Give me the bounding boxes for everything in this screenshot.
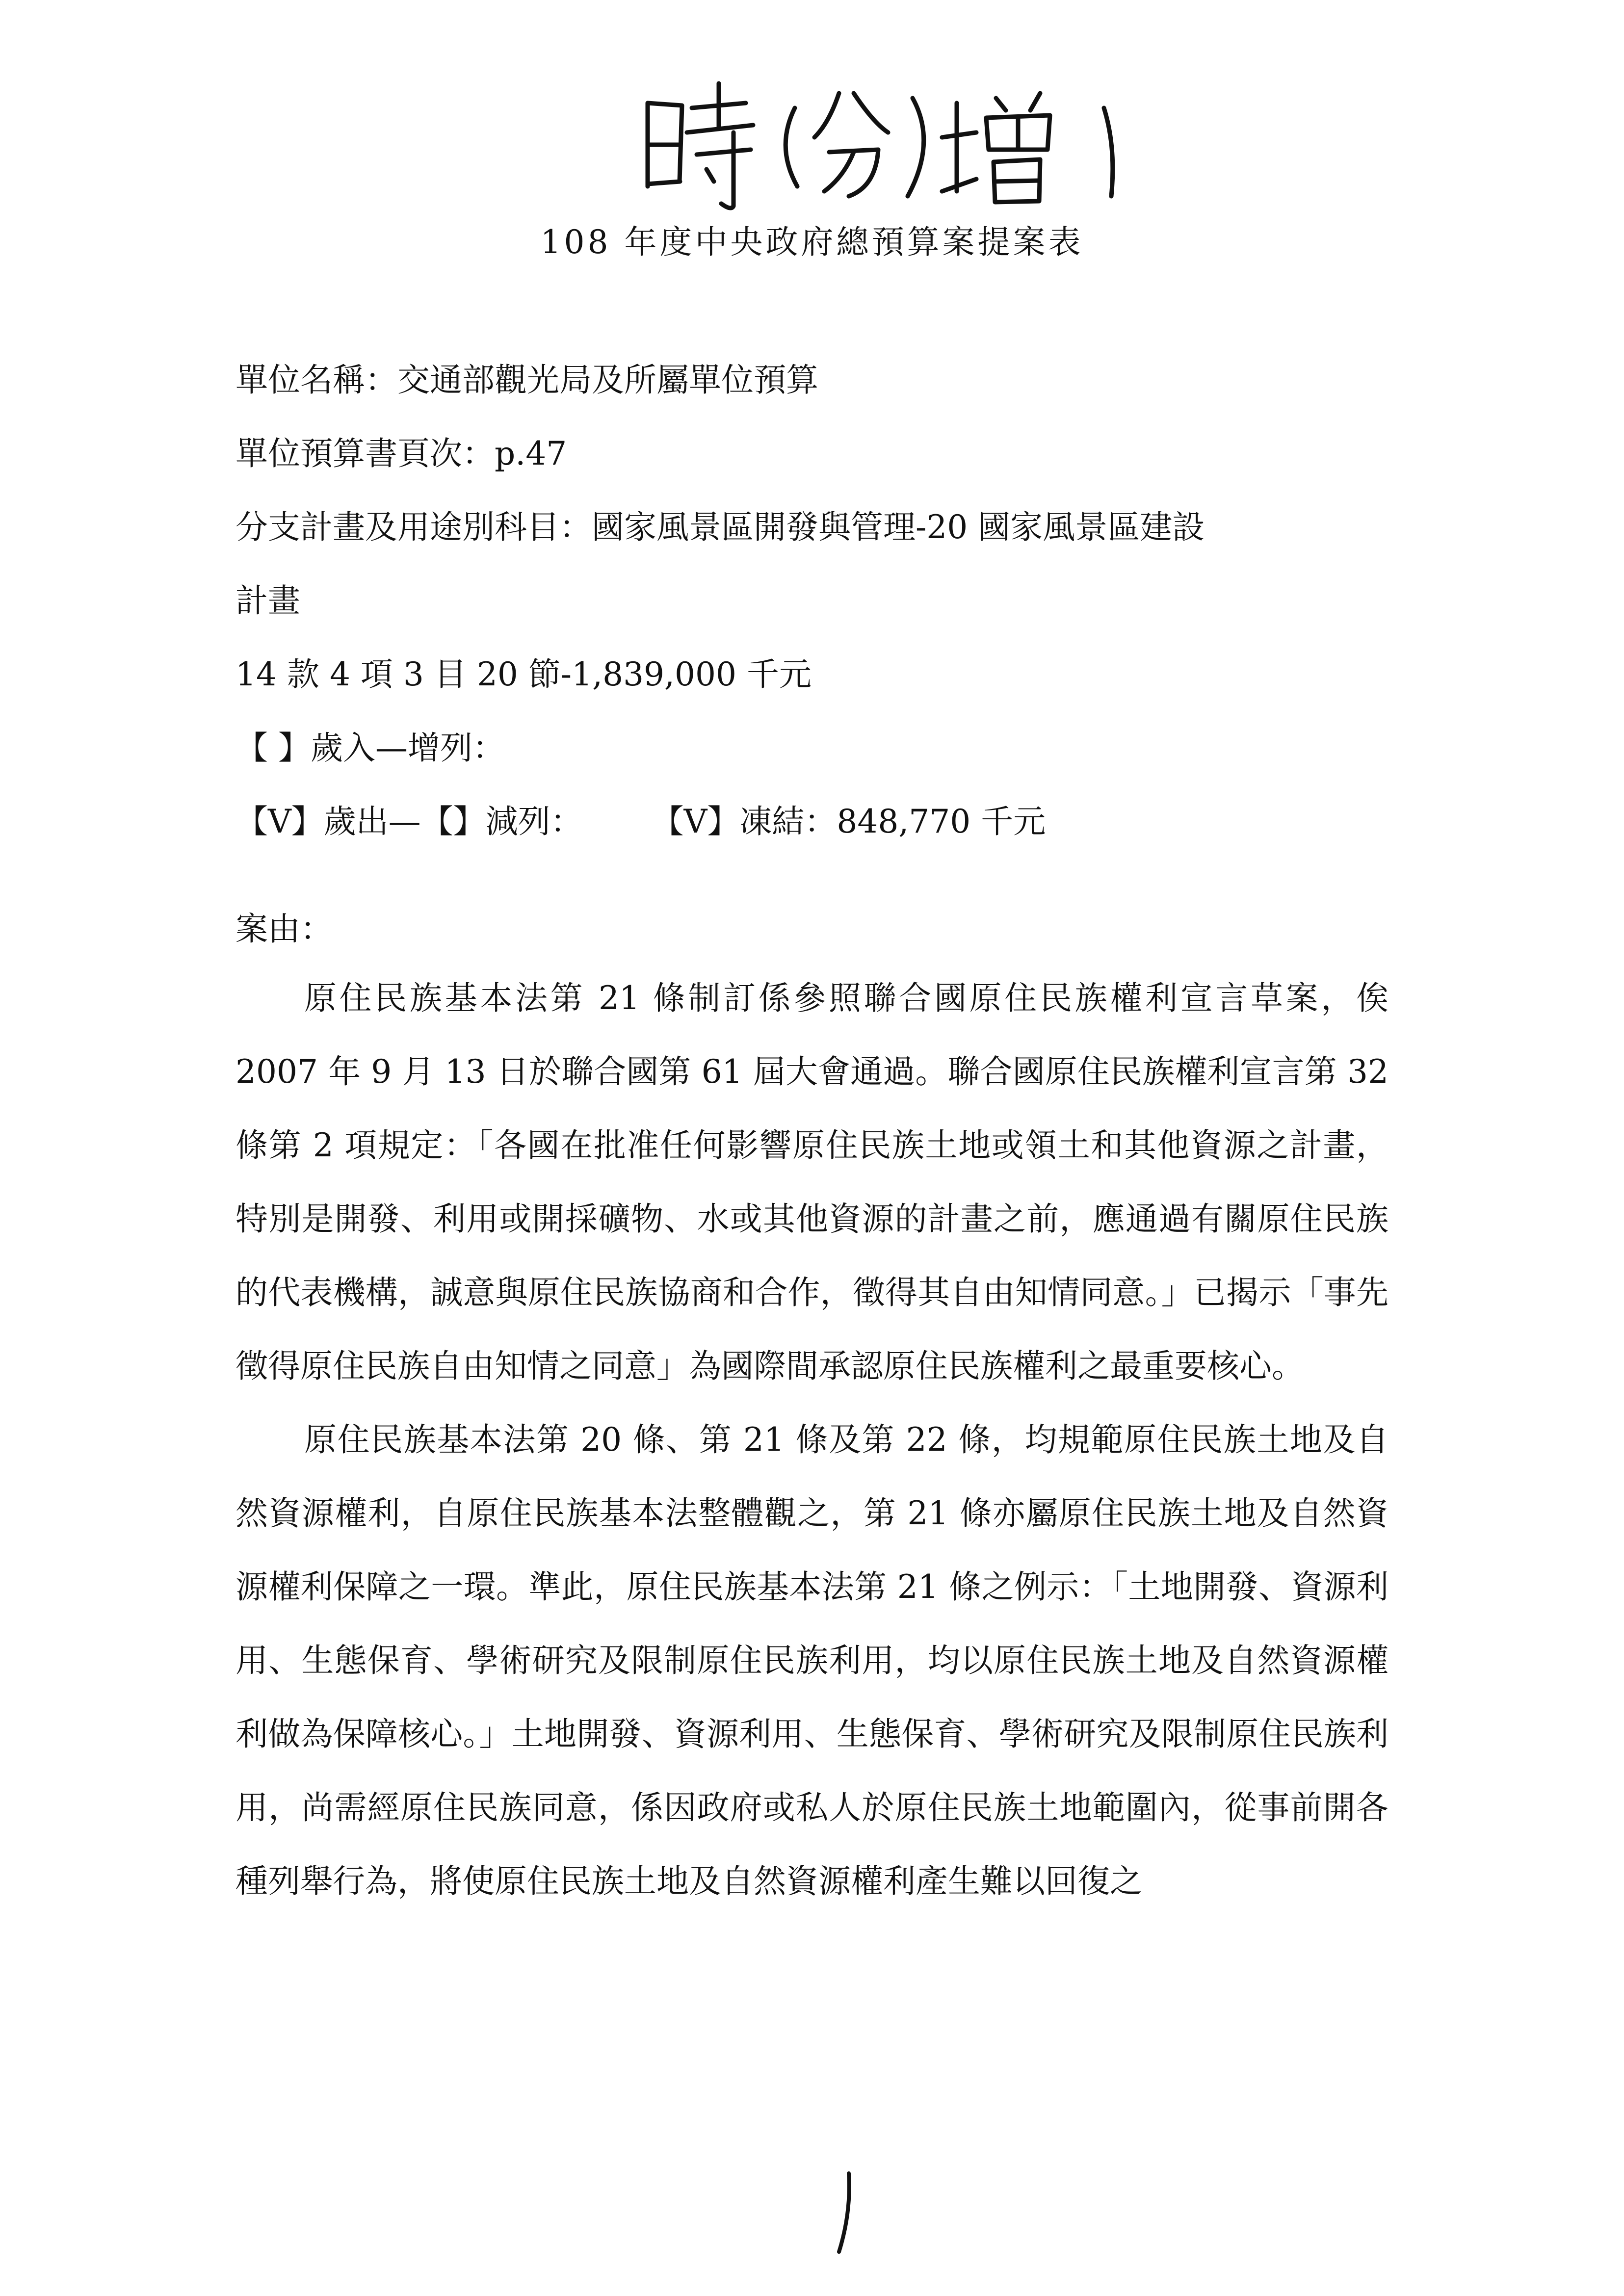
expense-freeze-line — [236, 785, 1403, 859]
unit-name: 單位名稱：交通部觀光局及所屬單位預算 — [236, 361, 818, 399]
plan-subject-line-1: 分支計畫及用途別科目：國家風景區開發與管理-20 國家風景區建設 — [236, 508, 1205, 546]
proposal-meta — [236, 343, 1403, 859]
paragraph: 原住民族基本法第 20 條、第 21 條及第 22 條，均規範原住民族土地及自然資源權利，自原住民族基本法整體觀之，第 21 條亦屬原住民族土地及自然資源權利保障之一環。準此，原住民族基本法第 21 條之例示：「土地開發、資源利用、生態保育、學術研究及限制原住民族利用，均以原住民族土地及自然資源權利做為保障核心。」土地開發、資源利用、生態保育、學術研究及限制原住民族利用，尚需經原住民族同意，係因政府或私人於原住民族土地範圍內，從事前開各種列舉行為，將使原住民族土地及自然資源權利產生難以回復之 — [236, 1421, 1388, 1900]
budget-item: 14 款 4 項 3 目 20 節-1,839,000 千元 — [236, 655, 812, 693]
freeze-amount: 【V】凍結：848,770 千元 — [651, 803, 1046, 840]
handwritten-page-mark — [824, 2168, 864, 2257]
revenue-line: 【 】歲入—增列： — [236, 729, 505, 767]
page-reference: 單位預算書頁次：p.47 — [236, 435, 567, 472]
handwritten-annotation — [633, 64, 1148, 211]
plan-subject-line-2: 計畫 — [236, 582, 300, 620]
paragraph: 原住民族基本法第 21 條制訂係參照聯合國原住民族權利宣言草案，俟 2007 年 9 月 13 日於聯合國第 61 屆大會通過。聯合國原住民族權利宣言第 32 條第 2 項規定：「各國在批准任何影響原住民族土地或領土和其他資源之計畫，特別是開發、利用或開採礦物、水或其他資源的計畫之前，應通過有關原住民族的代表機構，誠意與原住民族協商和合作，徵得其自由知情同意。」已揭示「事先徵得原住民族自由知情之同意」為國際間承認原住民族權利之最重要核心。 — [236, 979, 1388, 1385]
expense-reduction: 【V】歲出—【】減列： — [236, 803, 583, 840]
case-label: 案由： — [236, 910, 333, 948]
case-body — [236, 962, 1388, 1918]
document-title: 108 年度中央政府總預算案提案表 — [540, 223, 1084, 261]
